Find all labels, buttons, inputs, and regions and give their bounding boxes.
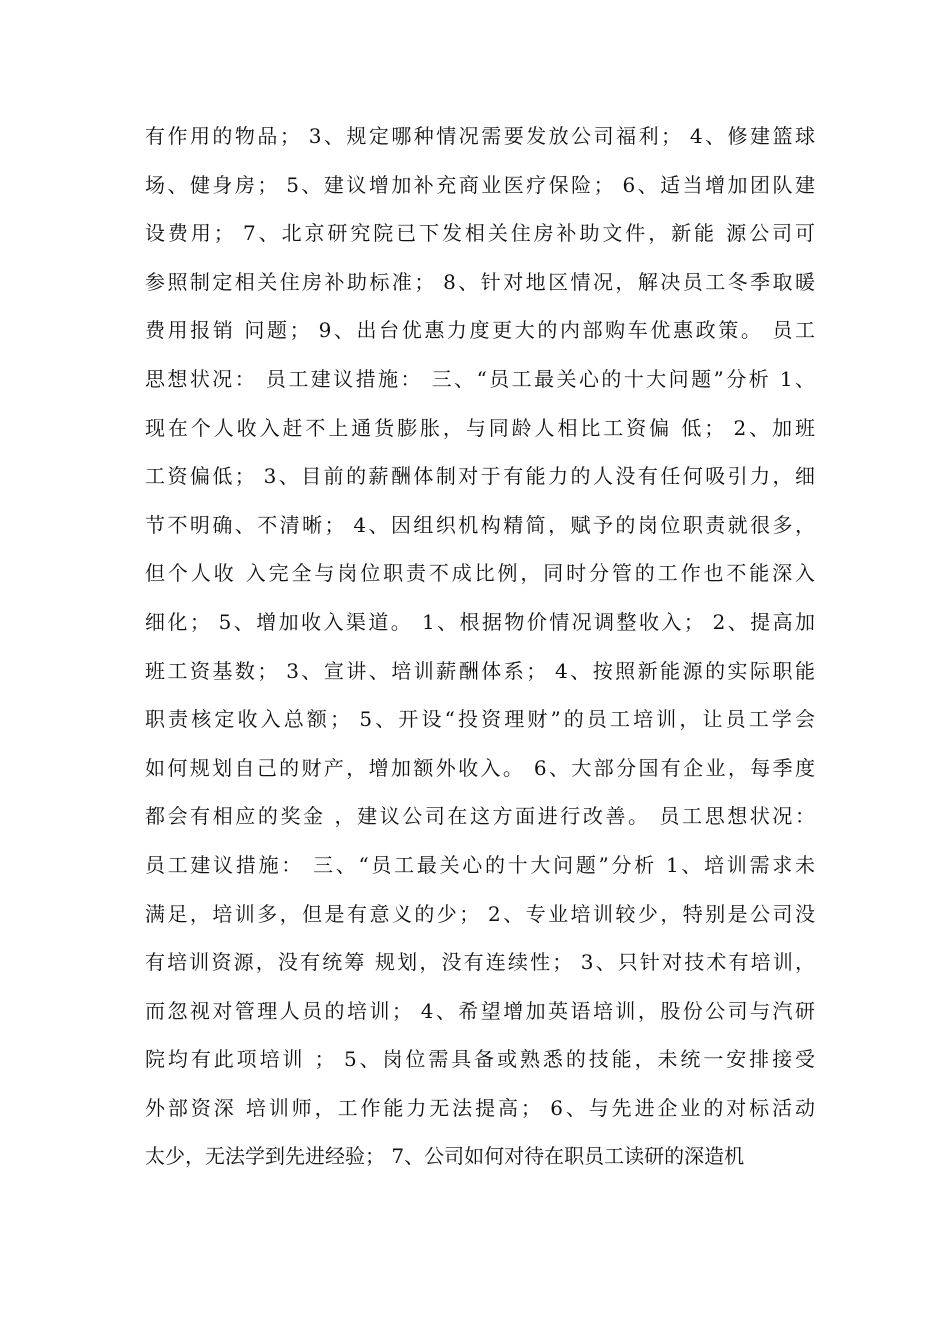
text-line: 班工资基数； 3、宣讲、培训薪酬体系； 4、按照新能源的实际职能	[145, 658, 815, 683]
body-text	[145, 116, 815, 1185]
text-line: 费用报销 问题； 9、出台优惠力度更大的内部购车优惠政策。 员工	[145, 318, 815, 343]
text-line: 都会有相应的奖金 ，建议公司在这方面进行改善。 员工思想状况：	[145, 804, 815, 829]
text-line: 现在个人收入赶不上通货膨胀，与同龄人相比工资偏 低； 2、加班	[145, 415, 815, 440]
text-line: 参照制定相关住房补助标准； 8、针对地区情况，解决员工冬季取暖	[145, 269, 815, 294]
text-line: 细化； 5、增加收入渠道。 1、根据物价情况调整收入； 2、提高加	[145, 609, 815, 634]
text-line: 但个人收 入完全与岗位职责不成比例，同时分管的工作也不能深入	[145, 561, 815, 586]
text-line: 有作用的物品； 3、规定哪种情况需要发放公司福利； 4、修建篮球	[145, 124, 815, 148]
text-line: 满足，培训多，但是有意义的少； 2、专业培训较少，特别是公司没	[145, 901, 815, 926]
text-line: 员工建议措施： 三、“员工最关心的十大问题”分析 1、培训需求未	[145, 852, 815, 877]
text-line: 节不明确、不清晰； 4、因组织机构精简，赋予的岗位职责就很多，	[145, 512, 815, 537]
text-line: 场、健身房； 5、建议增加补充商业医疗保险； 6、适当增加团队建	[145, 172, 815, 197]
text-line: 院均有此项培训 ； 5、岗位需具备或熟悉的技能，未统一安排接受	[145, 1047, 815, 1072]
text-line: 有培训资源，没有统筹 规划，没有连续性； 3、只针对技术有培训，	[145, 950, 815, 975]
text-line: 职责核定收入总额； 5、开设“投资理财”的员工培训，让员工学会	[145, 707, 815, 732]
text-line: 太少，无法学到先进经验； 7、公司如何对待在职员工读研的深造机	[145, 1144, 745, 1169]
text-line: 而忽视对管理人员的培训； 4、希望增加英语培训，股份公司与汽研	[145, 998, 815, 1023]
text-line: 外部资深 培训师，工作能力无法提高； 6、与先进企业的对标活动	[145, 1095, 815, 1120]
text-line: 设费用； 7、北京研究院已下发相关住房补助文件，新能 源公司可	[145, 221, 815, 246]
text-line: 思想状况： 员工建议措施： 三、“员工最关心的十大问题”分析 1、	[145, 366, 815, 391]
text-line: 如何规划自己的财产，增加额外收入。 6、大部分国有企业，每季度	[145, 755, 815, 780]
text-line: 工资偏低； 3、目前的薪酬体制对于有能力的人没有任何吸引力，细	[145, 464, 815, 489]
